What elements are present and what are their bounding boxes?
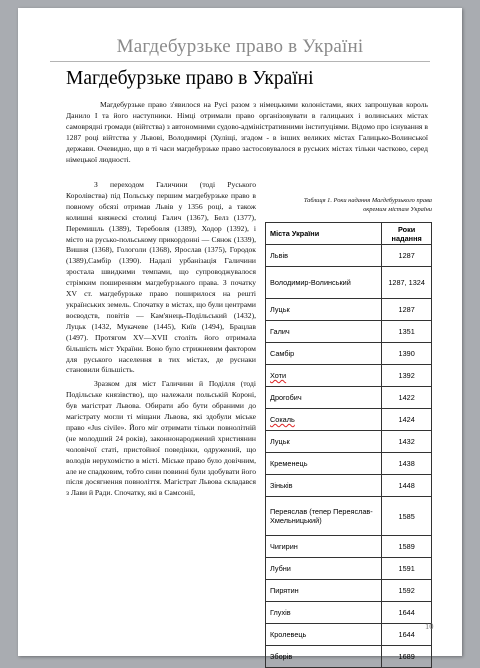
table-row (266, 321, 432, 343)
city-cell: Глухів (266, 602, 382, 624)
city-cell: Галич (266, 321, 382, 343)
year-cell: 1287 (382, 299, 432, 321)
year-cell: 1589 (382, 536, 432, 558)
body-paragraph-1: З переходом Галичини (тоді Руського Королівства) під Польську першим магдебурзьке право в повному обсязі отримав Львів у 1356 році, а також колишні княжескі столиці Галич (1367), Белз (1377), Перемишль (1389), Теребовля (1389), Ходор (1392), і місто на русько-польському прикордонні — Сянок (1339), Вишня (1368), Гологоли (1368), Ярослав (1375), Городок (1389),Самбір (1390). Надалі урбанізація Галичини зростала швидкими темпами, що супроводжувалося стрімким поширенням магдебурзького права. З початку XV ст. магдебурзьке право поширилося на решті українських земель. Спочатку в містах, що були центрами воєводств, повітів — Кам'янець-Подільський (1432), Луцьк (1432, Мукачеве (1445), Київ (1494), Брацлав (1497). Протягом XV—XVII століть його отримала більшість міст України. Воно було стрижневим фактором для руського населення в тих містах, де руснаки становили більшість. (66, 180, 256, 375)
year-cell: 1644 (382, 602, 432, 624)
page-number: 10 (425, 621, 434, 631)
city-cell: Луцьк (266, 431, 382, 453)
year-cell: 1424 (382, 409, 432, 431)
year-cell: 1287, 1324 (382, 267, 432, 299)
city-cell: Львів (266, 245, 382, 267)
cities-table (265, 222, 432, 668)
intro-paragraph: Магдебурзьке право з'явилося на Русі разом з німецькими колоністами, яких запрошував король Данило І та його наступники. Німці отримали право організовувати в галицьких і волинських містах самоврядні громади (війтства) з автономними судово-адміністративними інституціями. Відомо про існування в 1287 році війтства у Львові, Володимирі (Хуліщі, згадом - в інших великих містах Галицько-Волинської держави. Очевидно, що в ті часи магдебурзьке право застосовувалося в руських містах тільки частково, серед німецької людності. (66, 100, 428, 164)
table-row (266, 431, 432, 453)
year-cell: 1644 (382, 624, 432, 646)
table-row (266, 409, 432, 431)
document-title: Магдебурзьке право в Україні (66, 68, 314, 89)
table-row (266, 343, 432, 365)
year-cell: 1438 (382, 453, 432, 475)
page-header: Магдебурзьке право в Україні (116, 36, 364, 57)
city-cell: Кролевець (266, 624, 382, 646)
table-row (266, 602, 432, 624)
table-row (266, 646, 432, 668)
year-cell: 1592 (382, 580, 432, 602)
city-cell: Сокаль (266, 409, 382, 431)
table-row (266, 267, 432, 299)
table-row (266, 453, 432, 475)
year-cell: 1422 (382, 387, 432, 409)
table-row (266, 387, 432, 409)
year-cell: 1689 (382, 646, 432, 668)
year-cell: 1287 (382, 245, 432, 267)
table-row (266, 365, 432, 387)
city-cell: Кременець (266, 453, 382, 475)
year-cell: 1585 (382, 497, 432, 536)
year-cell: 1392 (382, 365, 432, 387)
year-cell: 1448 (382, 475, 432, 497)
table-row (266, 624, 432, 646)
year-cell: 1591 (382, 558, 432, 580)
city-cell: Хоти (266, 365, 382, 387)
text-column (66, 180, 256, 499)
city-cell: Дрогобич (266, 387, 382, 409)
table-row (266, 497, 432, 536)
city-cell: Лубни (266, 558, 382, 580)
city-cell: Чигирин (266, 536, 382, 558)
table-caption: Таблиця 1. Роки надання Магдебурзького права окремим містам України (303, 197, 432, 213)
header-divider (50, 61, 430, 62)
table-row (266, 245, 432, 267)
table-row (266, 580, 432, 602)
document-page (18, 8, 462, 661)
city-cell: Володимир-Волинський (266, 267, 382, 299)
city-cell: Пирятин (266, 580, 382, 602)
table-row (266, 536, 432, 558)
column-header-year: Роки надання (382, 223, 432, 245)
city-cell: Переяслав (тепер Переяслав-Хмельницький) (266, 497, 382, 536)
table-header-row (266, 223, 432, 245)
city-cell: Зіньків (266, 475, 382, 497)
table-row (266, 299, 432, 321)
body-paragraph-2: Зразком для міст Галичини й Поділля (тоді Подільське князівство), що належали польській Короні, був магістрат Львова. Обирати або бути обраними до магістрату могли ті міщани Львова, які здобули міське право «Jus civile». Його міг отримати тільки повнолітній (не молодший 24 років), законнонароджений християнин чоловічої статі, пристойної поведінки, одружений, що володів нерухомістю в місті. Міське право було довічним, але не спадковим, тобто сини повинні були здобувати його після досягнення повноліття. Магістрат Львова складався з Лави й Ради. Спочатку, які в Самсонії, (66, 379, 256, 498)
city-cell: Луцьк (266, 299, 382, 321)
year-cell: 1432 (382, 431, 432, 453)
year-cell: 1390 (382, 343, 432, 365)
city-cell: Зборів (266, 646, 382, 668)
table-row (266, 558, 432, 580)
column-header-city: Міста України (266, 223, 382, 245)
year-cell: 1351 (382, 321, 432, 343)
city-cell: Самбір (266, 343, 382, 365)
table-row (266, 475, 432, 497)
